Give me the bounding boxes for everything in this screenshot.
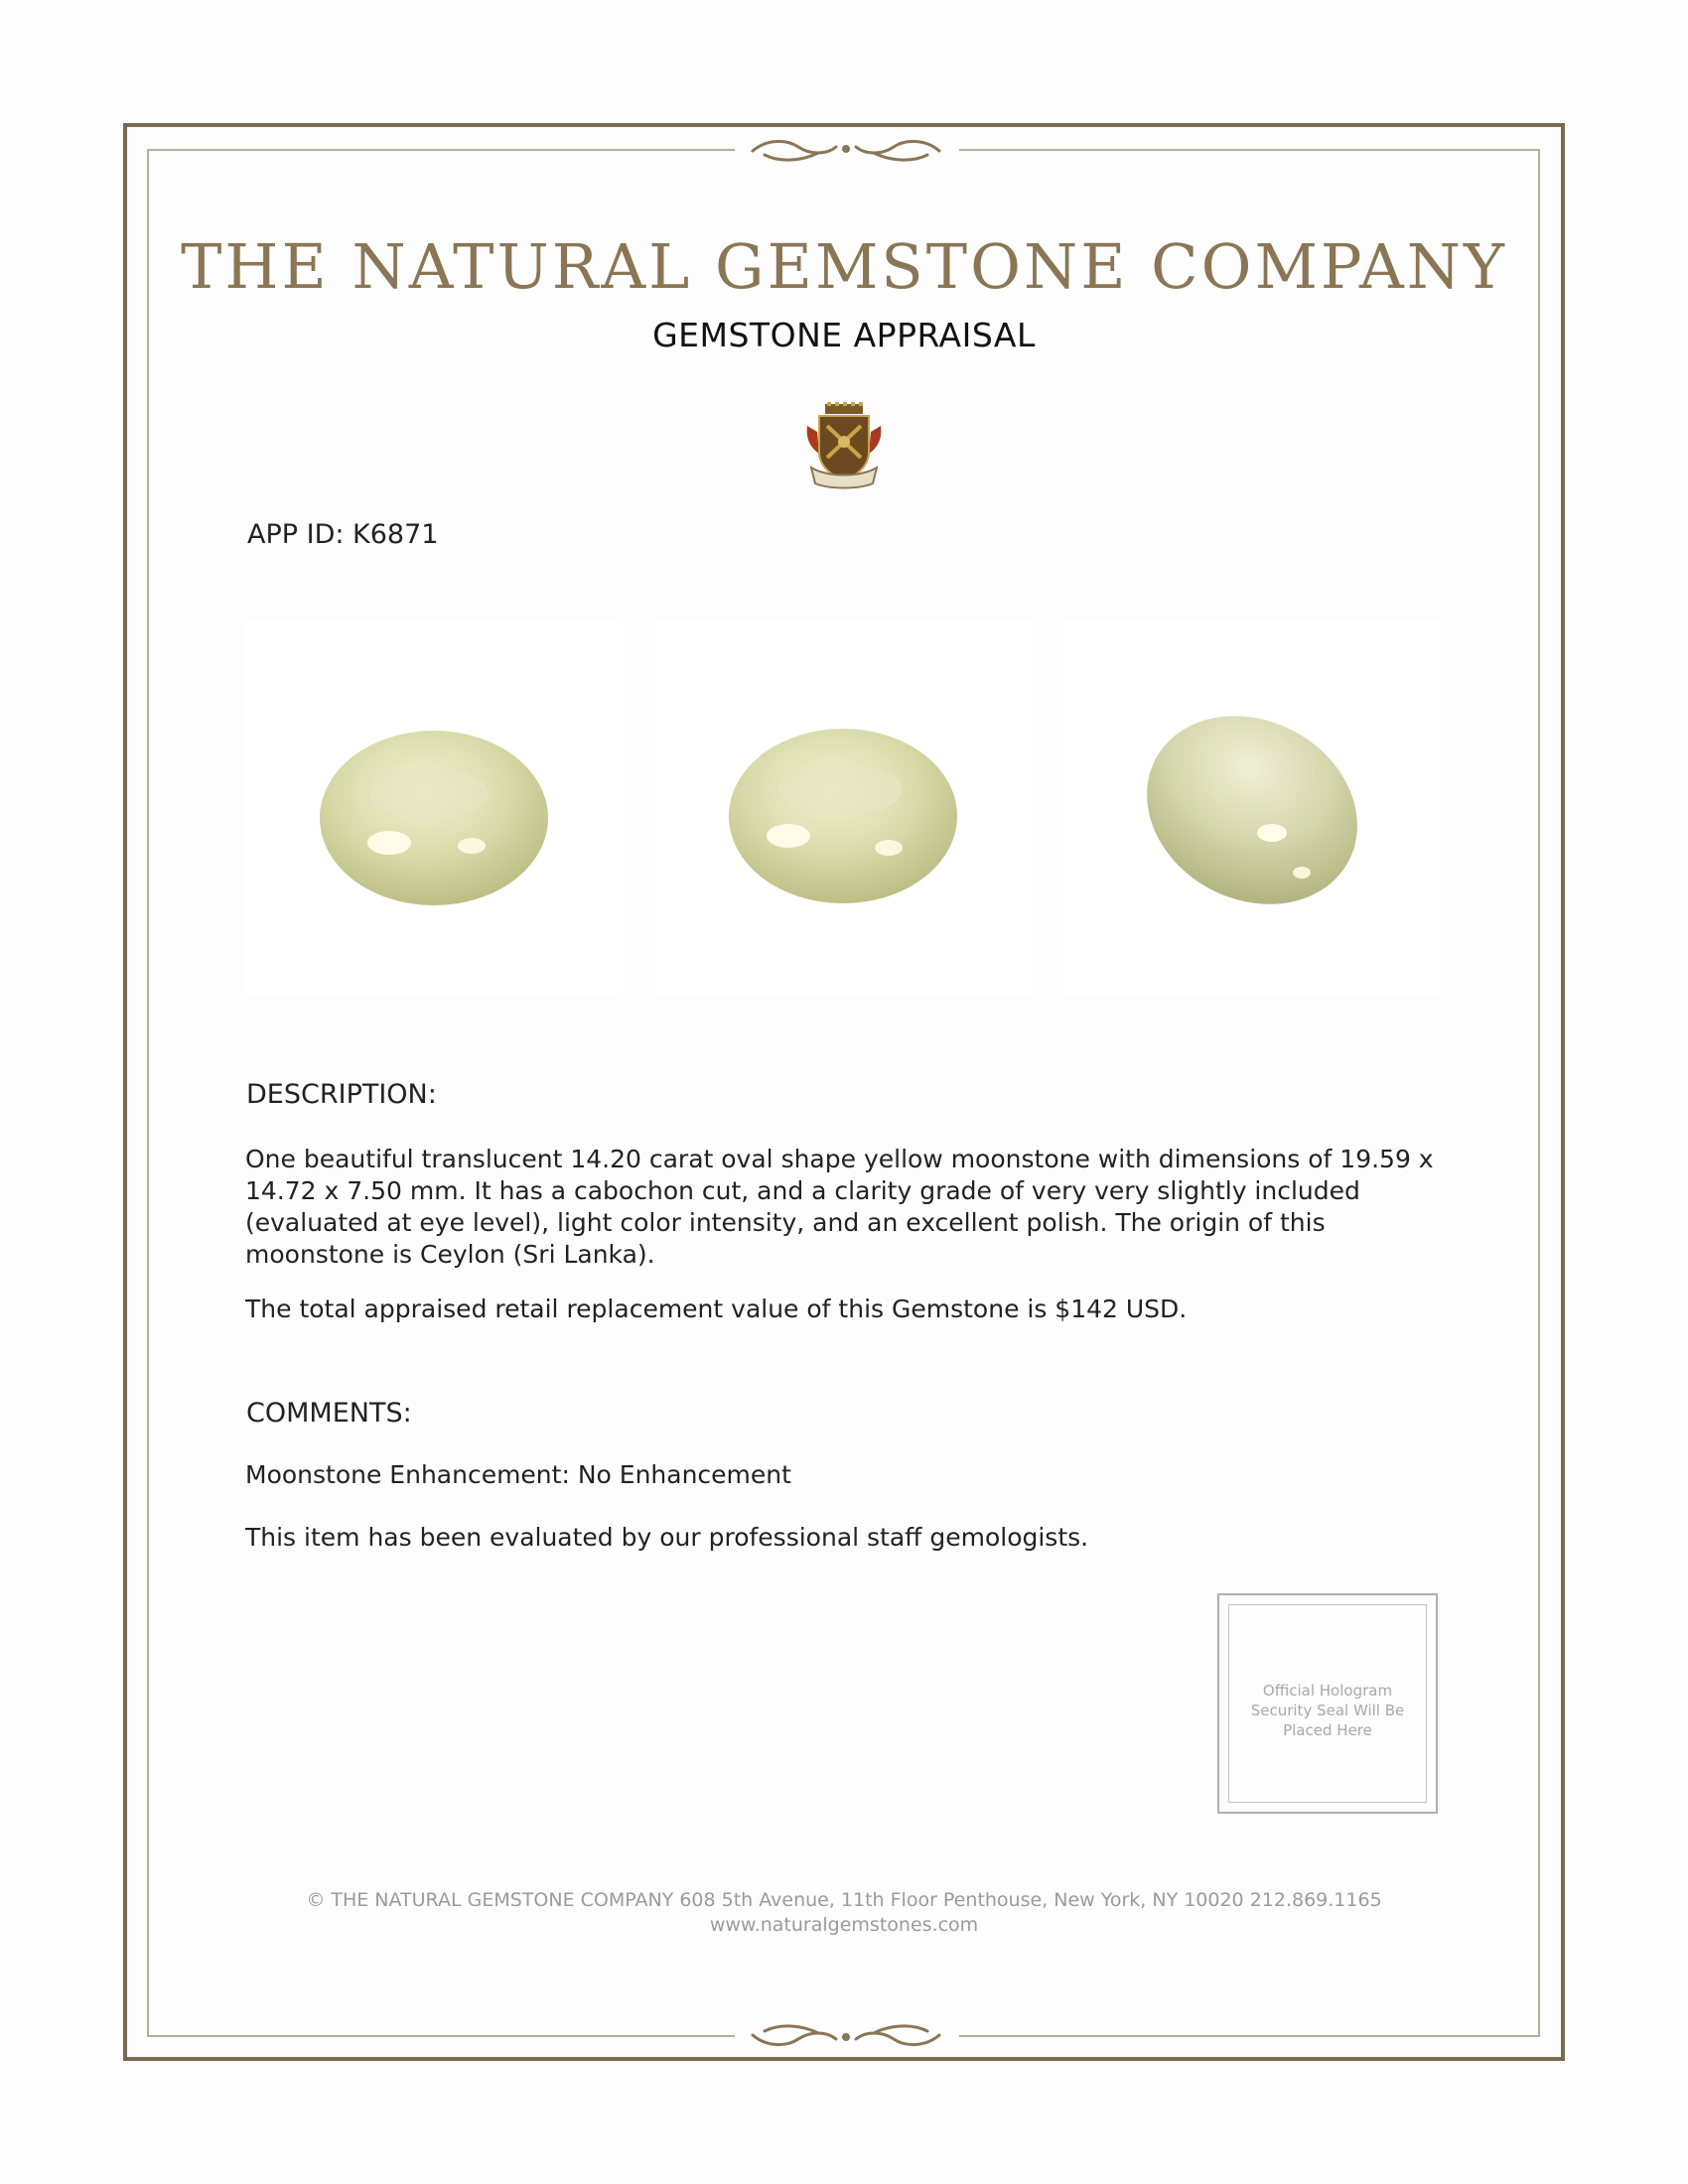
inner-frame-top-right <box>959 149 1540 151</box>
gem-photo-2 <box>654 619 1032 997</box>
inner-frame-right <box>1538 149 1540 2037</box>
appraised-value: The total appraised retail replacement value of this Gemstone is $142 USD. <box>245 1295 1188 1323</box>
inner-frame-bottom-right <box>959 2035 1540 2037</box>
moonstone-image <box>654 619 1032 997</box>
evaluation-comment: This item has been evaluated by our professional staff gemologists. <box>245 1523 1089 1552</box>
description-text: One beautiful translucent 14.20 carat oval shape yellow moonstone with dimensions of 19.59 x 14.72 x 7.50 mm. It has a cabochon cut, and a clarity grade of very very slightly included (evaluated at eye level), light color intensity, and an excellent polish. The origin of this moonstone is Ceylon (Sri Lanka). <box>245 1145 1434 1269</box>
inner-frame-top-left <box>147 149 735 151</box>
seal-placeholder-text: Official Hologram Security Seal Will Be Placed Here <box>1250 1682 1405 1739</box>
hologram-seal-box <box>1217 1593 1438 1814</box>
footer-address: © THE NATURAL GEMSTONE COMPANY 608 5th Avenue, 11th Floor Penthouse, New York, NY 10020 212.869.1165 <box>306 1889 1382 1911</box>
comments-label: COMMENTS: <box>246 1398 412 1429</box>
footer-website[interactable]: www.naturalgemstones.com <box>709 1914 979 1936</box>
company-name: THE NATURAL GEMSTONE COMPANY <box>181 230 1507 303</box>
bottom-ornament-icon <box>747 2019 945 2053</box>
inner-frame-left <box>147 149 149 2037</box>
gem-photo-3 <box>1063 619 1441 997</box>
gem-photo-1 <box>245 619 623 997</box>
description-label: DESCRIPTION: <box>246 1079 437 1110</box>
moonstone-image <box>245 619 623 997</box>
heraldic-crest-icon <box>803 402 885 491</box>
moonstone-image <box>1063 619 1441 997</box>
inner-frame-bottom-left <box>147 2035 735 2037</box>
app-id: APP ID: K6871 <box>247 519 439 550</box>
enhancement-comment: Moonstone Enhancement: No Enhancement <box>245 1460 791 1489</box>
top-ornament-icon <box>747 133 945 167</box>
seal-inner-border <box>1228 1604 1427 1803</box>
document-title: GEMSTONE APPRAISAL <box>652 316 1036 354</box>
